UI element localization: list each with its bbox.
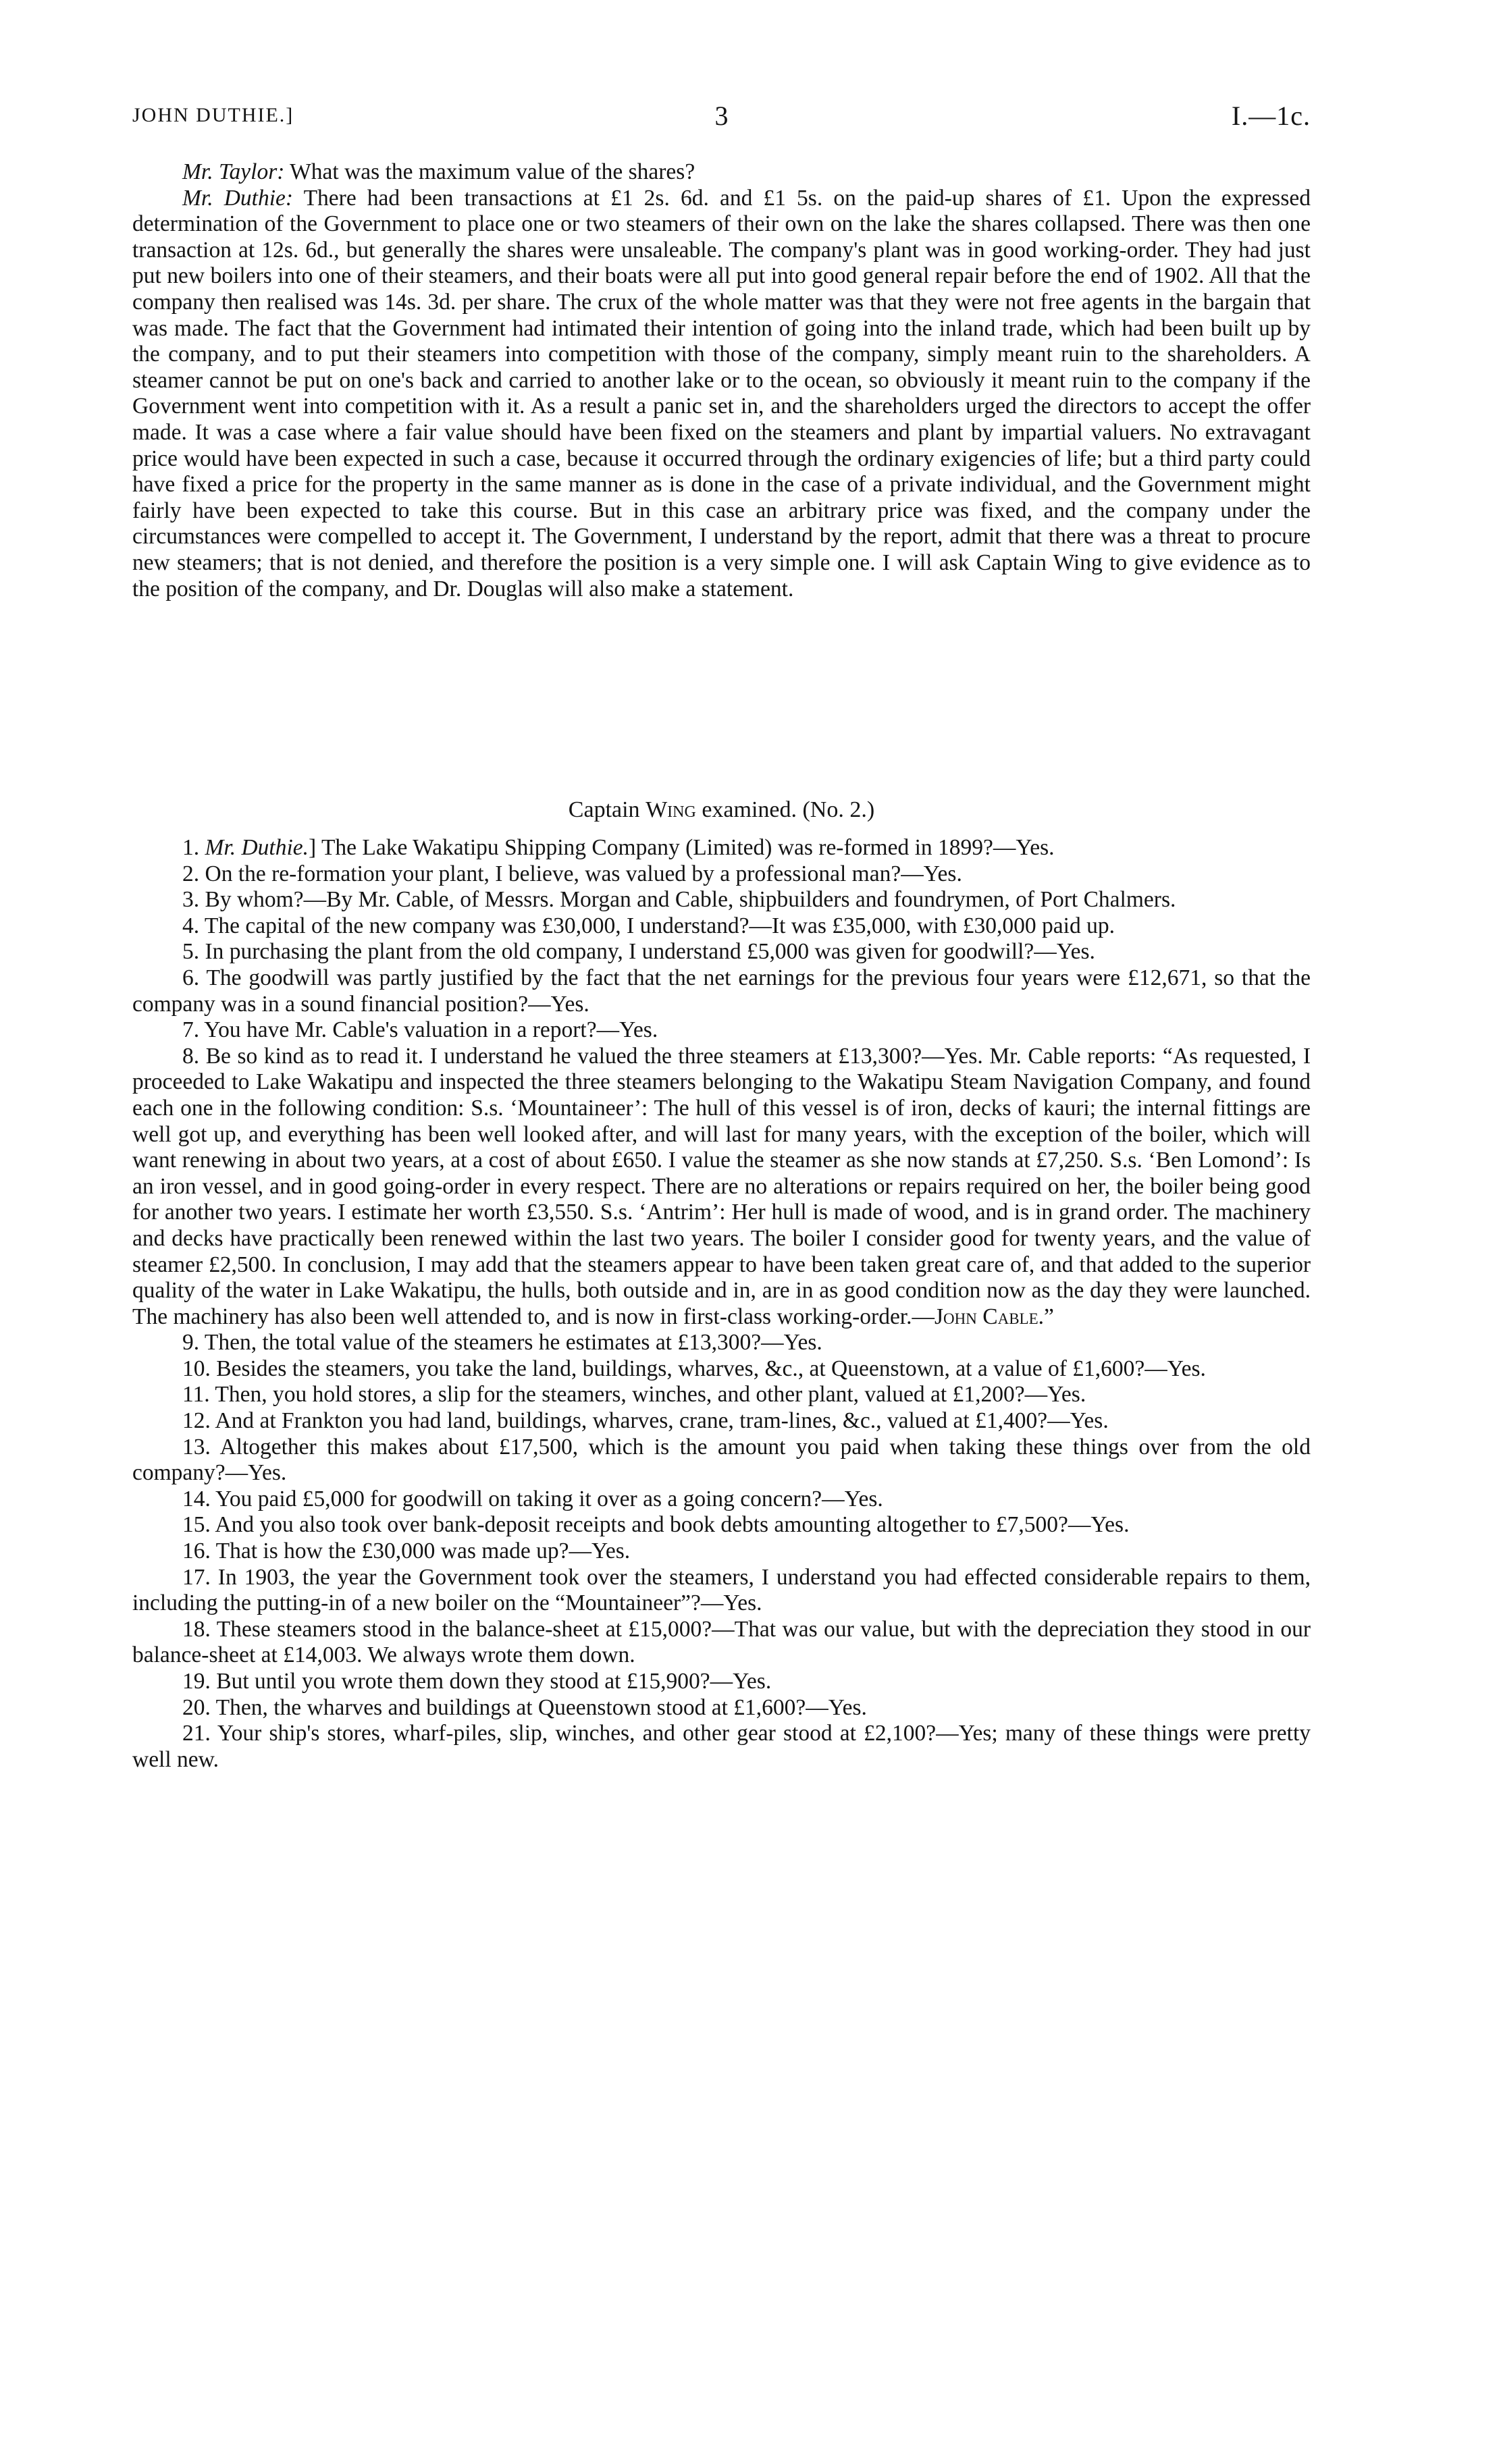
question-paragraph: 16. That is how the £30,000 was made up?—Yes. [182, 1538, 631, 1564]
header-witness: JOHN DUTHIE.] [132, 104, 294, 126]
statement-paragraph [132, 186, 1311, 603]
question-paragraph: 13. Altogether this makes about £17,500, which is the amount you paid when taking these things over from the old company?—Yes. [132, 1434, 1311, 1486]
question-paragraph: 19. But until you wrote them down they stood at £15,900?—Yes. [182, 1669, 772, 1694]
question-paragraph: 1. Mr. Duthie.] The Lake Wakatipu Shipping Company (Limited) was re-formed in 1899?—Yes. [182, 835, 1055, 860]
statement-text: What was the maximum value of the shares? [284, 159, 695, 184]
question-paragraph: 11. Then, you hold stores, a slip for the steamers, winches, and other plant, valued at £1,200?—Yes. [182, 1382, 1086, 1408]
question-paragraph: 10. Besides the steamers, you take the land, buildings, wharves, &c., at Queenstown, at a value of £1,600?—Yes. [182, 1356, 1206, 1381]
examiner-name: Mr. Duthie. [205, 835, 309, 860]
question-paragraph: 9. Then, the total value of the steamers he estimates at £13,300?—Yes. [182, 1330, 822, 1356]
page-header [132, 101, 1311, 135]
intro-statements [132, 159, 1311, 602]
question-paragraph: 15. And you also took over bank-deposit receipts and book debts amounting altogether to £7,500?—Yes. [182, 1512, 1130, 1538]
witness-name: Wing [646, 797, 696, 822]
question-paragraph: 14. You paid £5,000 for goodwill on taking it over as a going concern?—Yes. [182, 1486, 883, 1511]
statement-text: There had been transactions at £1 2s. 6d. and £1 5s. on the paid-up shares of £1. Upon the expressed determination of the Government to place one or two steamers of their own on the lake the shares collapsed. There was then one transaction at 12s. 6d., but generally the shares were unsaleable. The company's plant was in good working-order. They had just put new boilers into one of their steamers, and their boats were all put into good general repair before the end of 1902. All that the company then realised was 14s. 3d. per share. The crux of the whole matter was that they were not free agents in the bargain that was made. The fact that the Government had intimated their intention of going into the inland trade, which had been built up by the company, and to put their steamers into competition with those of the company, simply meant ruin to the shareholders. A steamer cannot be put on one's back and carried to another lake or to the ocean, so obviously it meant ruin to the company if the Government went into competition with it. As a result a panic set in, and the shareholders urged the directors to accept the offer made. It was a case where a fair value should have been fixed on the steamers and plant by impartial valuers. No extravagant price would have been expected in such a case, because it occurred through the ordinary exigencies of life; but a third party could have fixed a price for the property in the same manner as is done in the case of a private individual, and the Government might fairly have been expected to take this course. But in this case an arbitrary price was fixed, and the company under the circumstances were compelled to accept it. The Government, I understand by the report, admit that there was a threat to procure new steamers; that is not denied, and therefore the position is a very simple one. I will ask Captain Wing to give evidence as to the position of the company, and Dr. Douglas will also make a statement. [132, 185, 1311, 601]
section-heading: Captain Wing examined. (No. 2.) [568, 797, 875, 822]
examination-questions [132, 835, 1311, 1773]
question-paragraph: 8. Be so kind as to read it. I understand he valued the three steamers at £13,300?—Yes. Mr. Cable reports: “As requested, I proceeded to Lake Wakatipu and inspected the three steamers belonging to the Wakatipu Steam Navigation Company, and found each one in the following condition: S.s. ‘Mountaineer’: The hull of this vessel is of iron, decks of kauri; the internal fittings are well got up, and everything has been well looked after, and will last for many years, with the exception of the boiler, which will want renewing in about two years, at a cost of about £650. I value the steamer as she now stands at £7,250. S.s. ‘Ben Lomond’: Is an iron vessel, and in good going-order in every respect. There are no alterations or repairs required on her, the boiler being good for another two years. I estimate her worth £3,550. S.s. ‘Antrim’: Her hull is made of wood, and is in grand order. The machinery and decks have practically been renewed within the last two years. The boiler I consider good for twenty years, and the value of steamer £2,500. In conclusion, I may add that the steamers appear to have been taken great care of, and that added to the superior quality of the water in Lake Wakatipu, the hulls, both outside and in, are in as good condition now as the day they were launched. The machinery has also been well attended to, and is now in first-class working-order.—John Cable.” [132, 1043, 1311, 1329]
signature: John Cable [935, 1304, 1038, 1329]
question-paragraph: 3. By whom?—By Mr. Cable, of Messrs. Morgan and Cable, shipbuilders and foundrymen, of Port Chalmers. [182, 887, 1176, 913]
question-paragraph: 5. In purchasing the plant from the old company, I understand £5,000 was given for goodwill?—Yes. [182, 939, 1095, 965]
question-paragraph: 12. And at Frankton you had land, buildings, wharves, crane, tram-lines, &c., valued at £1,400?—Yes. [182, 1408, 1109, 1434]
question-paragraph: 7. You have Mr. Cable's valuation in a report?—Yes. [182, 1017, 658, 1043]
question-paragraph: 2. On the re-formation your plant, I believe, was valued by a professional man?—Yes. [182, 861, 962, 886]
statement-paragraph [132, 159, 1311, 186]
question-paragraph: 20. Then, the wharves and buildings at Queenstown stood at £1,600?—Yes. [182, 1694, 867, 1720]
question-paragraph: 18. These steamers stood in the balance-sheet at £15,000?—That was our value, but with the depreciation they stood in our balance-sheet at £14,003. We always wrote them down. [132, 1616, 1311, 1668]
speaker-name: Mr. Duthie: [182, 185, 294, 211]
question-paragraph: 21. Your ship's stores, wharf-piles, slip, winches, and other gear stood at £2,100?—Yes; many of these things were pretty well new. [132, 1721, 1311, 1772]
paper-reference: I.—1c. [1231, 101, 1311, 131]
speaker-name: Mr. Taylor: [182, 159, 285, 184]
question-paragraph: 4. The capital of the new company was £30,000, I understand?—It was £35,000, with £30,000 paid up. [182, 913, 1115, 938]
page-number: 3 [714, 101, 729, 131]
question-paragraph: 17. In 1903, the year the Government took over the steamers, I understand you had effected considerable repairs to them, including the putting-in of a new boiler on the “Mountaineer”?—Yes. [132, 1564, 1311, 1616]
question-paragraph: 6. The goodwill was partly justified by the fact that the net earnings for the previous four years were £12,671, so that the company was in a sound financial position?—Yes. [132, 965, 1311, 1017]
